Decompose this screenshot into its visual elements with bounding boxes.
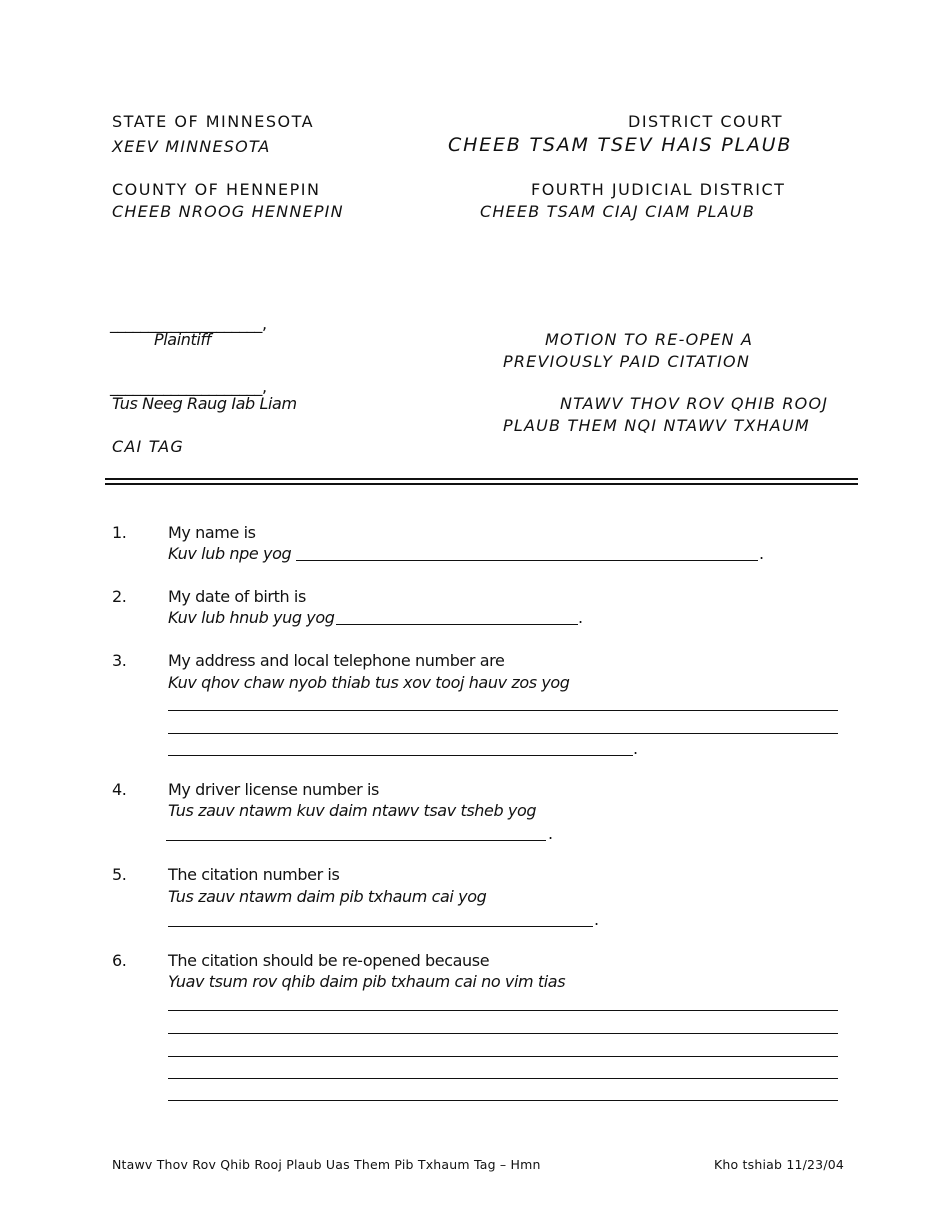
license-label: My driver license number is — [168, 780, 379, 799]
divider-top — [105, 478, 858, 480]
reason-field-line[interactable] — [168, 1010, 838, 1011]
county-label: COUNTY OF HENNEPIN — [112, 180, 321, 199]
item-number: 6. — [112, 951, 127, 970]
period: . — [633, 739, 638, 758]
name-label: My name is — [168, 523, 256, 542]
state-label: STATE OF MINNESOTA — [112, 112, 315, 131]
state-label-hmong: XEEV MINNESOTA — [112, 137, 271, 156]
plaintiff-blank[interactable]: ____________________, — [110, 314, 267, 333]
license-label-hmong: Tus zauv ntawm kuv daim ntawv tsav tsheb yog — [168, 801, 537, 820]
court-label-hmong: CHEEB TSAM TSEV HAIS PLAUB — [448, 134, 793, 156]
license-field[interactable] — [166, 840, 546, 841]
period: . — [594, 910, 599, 929]
birthdate-label-hmong: Kuv lub hnub yug yog — [168, 608, 335, 627]
birthdate-label: My date of birth is — [168, 587, 306, 606]
vs-label: CAI TAG — [112, 437, 184, 456]
reason-label: The citation should be re-opened because — [168, 951, 490, 970]
motion-title-line1: MOTION TO RE-OPEN A — [545, 330, 754, 349]
address-field-line[interactable] — [168, 710, 838, 711]
divider-bottom — [105, 483, 858, 485]
address-label-hmong: Kuv qhov chaw nyob thiab tus xov tooj hauv zos yog — [168, 673, 570, 692]
birthdate-field[interactable] — [336, 624, 578, 625]
plaintiff-label: Plaintiff — [154, 330, 211, 349]
county-label-hmong: CHEEB NROOG HENNEPIN — [112, 202, 344, 221]
motion-title-hmong-line2: PLAUB THEM NQI NTAWV TXHAUM — [503, 416, 810, 435]
item-number: 3. — [112, 651, 127, 670]
motion-title-hmong-line1: NTAWV THOV ROV QHIB ROOJ — [560, 394, 829, 413]
reason-field-line[interactable] — [168, 1033, 838, 1034]
reason-field-line[interactable] — [168, 1056, 838, 1057]
address-field-line[interactable] — [168, 733, 838, 734]
item-number: 5. — [112, 865, 127, 884]
item-number: 1. — [112, 523, 127, 542]
citation-number-label-hmong: Tus zauv ntawm daim pib txhaum cai yog — [168, 887, 487, 906]
citation-number-field[interactable] — [168, 926, 593, 927]
footer-form-name: Ntawv Thov Rov Qhib Rooj Plaub Uas Them Pib Txhaum Tag – Hmn — [112, 1157, 541, 1172]
period: . — [759, 544, 764, 563]
address-label: My address and local telephone number are — [168, 651, 505, 670]
reason-field-line[interactable] — [168, 1078, 838, 1079]
district-label: FOURTH JUDICIAL DISTRICT — [531, 180, 786, 199]
footer-revision-date: Kho tshiab 11/23/04 — [714, 1157, 845, 1172]
item-number: 4. — [112, 780, 127, 799]
defendant-label: Tus Neeg Raug Iab Liam — [112, 394, 297, 413]
court-label: DISTRICT COURT — [628, 112, 784, 131]
item-number: 2. — [112, 587, 127, 606]
reason-label-hmong: Yuav tsum rov qhib daim pib txhaum cai no vim tias — [168, 972, 566, 991]
name-label-hmong: Kuv lub npe yog — [168, 544, 292, 563]
period: . — [578, 608, 583, 627]
citation-number-label: The citation number is — [168, 865, 340, 884]
defendant-blank[interactable]: ____________________, — [110, 377, 267, 396]
address-field-line[interactable] — [168, 755, 633, 756]
name-field[interactable] — [296, 560, 758, 561]
period: . — [548, 824, 553, 843]
motion-title-line2: PREVIOUSLY PAID CITATION — [503, 352, 750, 371]
reason-field-line[interactable] — [168, 1100, 838, 1101]
district-label-hmong: CHEEB TSAM CIAJ CIAM PLAUB — [480, 202, 756, 221]
